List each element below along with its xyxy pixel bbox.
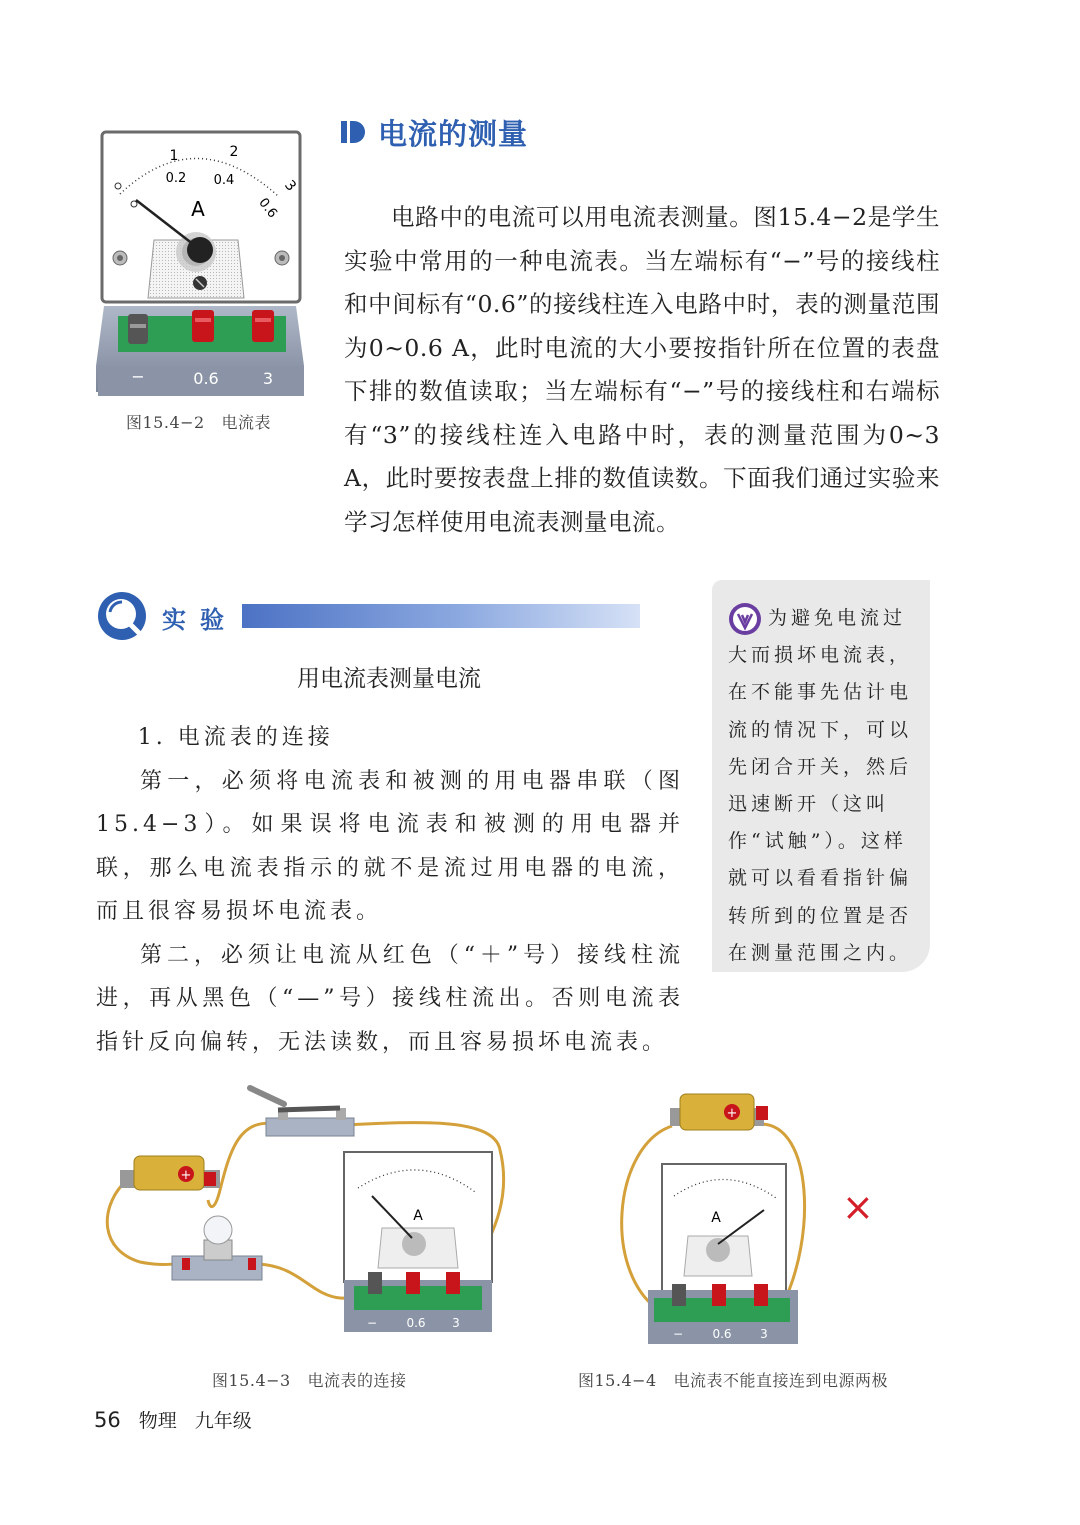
page-footer xyxy=(94,1406,270,1433)
figure-number: 图15.4−3 xyxy=(212,1371,291,1390)
wrong-mark-icon: × xyxy=(842,1185,874,1229)
side-note-content: 为避免电流过大而损坏电流表，在不能事先估计电流的情况下，可以先闭合开关，然后迅速断开（这叫作“试触”）。这样就可以看看指针偏转所到的位置是否在测量范围之内。 xyxy=(728,607,913,964)
paragraph-first: 第一，必须将电流表和被测的用电器串联（图15.4−3）。如果误将电流表和被测的用电器并联，那么电流表指示的就不是流过用电器的电流，而且很容易损坏电流表。 xyxy=(96,768,684,924)
figure-number: 图15.4−2 xyxy=(126,413,205,432)
section-title: 电流的测量 xyxy=(378,116,529,151)
section-heading xyxy=(340,110,528,154)
banner-bar xyxy=(242,604,640,628)
circuit-figure-series xyxy=(100,1080,520,1340)
terminal-3-label: 3 xyxy=(262,369,274,388)
ammeter-figure xyxy=(96,128,306,400)
scale-top-2: 2 xyxy=(229,144,239,160)
experiment-body xyxy=(96,716,684,1064)
experiment-label: 实验 xyxy=(162,606,238,634)
connection-heading: 1. 电流表的连接 xyxy=(137,725,334,750)
side-note xyxy=(712,580,930,972)
series-terminal-06: 0.6 xyxy=(406,1316,426,1330)
scale-top-3: 3 xyxy=(281,177,299,195)
terminal-06-label: 0.6 xyxy=(193,369,219,388)
figure-caption-text: 电流表的连接 xyxy=(307,1371,407,1390)
figure-caption-text: 电流表 xyxy=(221,413,271,432)
circuit-figure-wrong xyxy=(612,1086,812,1350)
paragraph-second: 第二，必须让电流从红色（“＋”号）接线柱流进，再从黑色（“—”号）接线柱流出。否则电流表指针反向偏转，无法读数，而且容易损坏电流表。 xyxy=(96,942,684,1055)
page-number: 56 xyxy=(94,1408,121,1432)
wrong-ammeter-unit: A xyxy=(711,1210,721,1226)
scale-bottom-3: 0.6 xyxy=(255,195,280,222)
intro-text: 电路中的电流可以用电流表测量。图15.4−2是学生实验中常用的一种电流表。当左端标有“−”号的接线柱和中间标有“0.6”的接线柱连入电路中时，表的测量范围为0~0.6 A，此时电流的大小要按指针所在位置的表盘下排的数值读取；当左端标有“−”号的接线柱和右端标有“3”的接线柱连入电路中时，表的测量范围为0~3 A，此时要按表盘上排的数值读数。下面我们通过实验来学习怎样使用电流表测量电流。 xyxy=(344,203,940,536)
series-terminal-3: 3 xyxy=(452,1316,460,1330)
figure-caption-2 xyxy=(126,410,271,433)
tip-icon xyxy=(728,602,762,636)
side-note-text xyxy=(728,600,920,972)
figure-caption-3 xyxy=(212,1368,407,1391)
grade-label: 九年级 xyxy=(194,1410,252,1432)
intro-paragraph xyxy=(344,196,940,544)
series-ammeter-unit: A xyxy=(413,1208,423,1224)
scale-bottom-2: 0.4 xyxy=(213,173,235,188)
terminal-minus-label: − xyxy=(131,367,145,386)
subject-label: 物理 xyxy=(138,1410,177,1432)
wrong-battery-plus: + xyxy=(726,1106,738,1121)
scale-bottom-1: 0.2 xyxy=(165,171,187,186)
figure-number: 图15.4−4 xyxy=(578,1371,657,1390)
series-terminal-minus: − xyxy=(366,1316,378,1330)
scale-top-1: 1 xyxy=(169,148,179,164)
section-marker-icon xyxy=(340,119,366,145)
magnifier-icon xyxy=(96,590,148,642)
battery-plus-label: + xyxy=(180,1168,192,1183)
wrong-terminal-06: 0.6 xyxy=(712,1327,732,1341)
experiment-title: 用电流表测量电流 xyxy=(297,666,481,692)
figure-caption-4 xyxy=(578,1368,888,1391)
figure-caption-text: 电流表不能直接连到电源两极 xyxy=(673,1371,888,1390)
wrong-terminal-3: 3 xyxy=(760,1327,768,1341)
experiment-banner xyxy=(96,590,642,642)
unit-label: A xyxy=(191,197,205,221)
wrong-terminal-minus: − xyxy=(672,1327,684,1341)
